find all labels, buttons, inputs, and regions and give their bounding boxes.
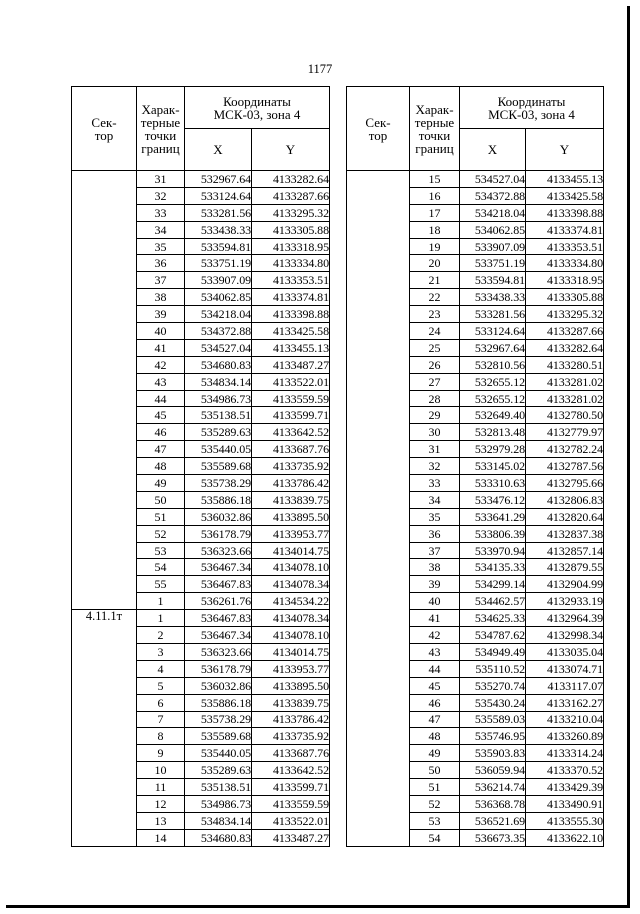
y-cell: 4133622.10 bbox=[526, 829, 604, 846]
x-cell: 536178.79 bbox=[185, 660, 252, 677]
y-cell: 4133260.89 bbox=[526, 728, 604, 745]
y-cell: 4132904.99 bbox=[526, 576, 604, 593]
y-cell: 4134014.75 bbox=[252, 542, 330, 559]
x-cell: 536214.74 bbox=[460, 779, 526, 796]
point-cell: 34 bbox=[410, 491, 460, 508]
x-cell: 533476.12 bbox=[460, 491, 526, 508]
point-cell: 24 bbox=[410, 323, 460, 340]
y-cell: 4133455.13 bbox=[526, 171, 604, 188]
point-cell: 53 bbox=[137, 542, 185, 559]
x-cell: 535289.63 bbox=[185, 762, 252, 779]
y-cell: 4133295.32 bbox=[252, 204, 330, 221]
x-cell: 533907.09 bbox=[185, 272, 252, 289]
point-cell: 17 bbox=[410, 204, 460, 221]
point-cell: 46 bbox=[137, 424, 185, 441]
point-cell: 33 bbox=[137, 204, 185, 221]
point-cell: 9 bbox=[137, 745, 185, 762]
x-cell: 534986.73 bbox=[185, 390, 252, 407]
x-cell: 536467.83 bbox=[185, 576, 252, 593]
y-cell: 4134078.10 bbox=[252, 559, 330, 576]
x-cell: 534527.04 bbox=[460, 171, 526, 188]
x-cell: 536467.34 bbox=[185, 627, 252, 644]
y-cell: 4133490.91 bbox=[526, 795, 604, 812]
point-cell: 40 bbox=[137, 323, 185, 340]
point-cell: 43 bbox=[410, 643, 460, 660]
y-cell: 4133282.64 bbox=[252, 171, 330, 188]
x-cell: 536261.76 bbox=[185, 593, 252, 610]
point-cell: 10 bbox=[137, 762, 185, 779]
y-cell: 4133295.32 bbox=[526, 306, 604, 323]
x-cell: 534062.85 bbox=[185, 289, 252, 306]
y-cell: 4133334.80 bbox=[526, 255, 604, 272]
x-cell: 535589.68 bbox=[185, 728, 252, 745]
y-cell: 4134534.22 bbox=[252, 593, 330, 610]
x-cell: 533310.63 bbox=[460, 475, 526, 492]
y-cell: 4133953.77 bbox=[252, 660, 330, 677]
point-cell: 46 bbox=[410, 694, 460, 711]
point-cell: 36 bbox=[410, 525, 460, 542]
point-cell: 13 bbox=[137, 812, 185, 829]
x-cell: 532813.48 bbox=[460, 424, 526, 441]
sector-cell: 4.11.1т bbox=[72, 610, 137, 846]
point-cell: 41 bbox=[410, 610, 460, 627]
point-cell: 39 bbox=[410, 576, 460, 593]
point-cell: 8 bbox=[137, 728, 185, 745]
y-cell: 4133287.66 bbox=[252, 187, 330, 204]
y-cell: 4133559.59 bbox=[252, 390, 330, 407]
point-cell: 23 bbox=[410, 306, 460, 323]
y-cell: 4133314.24 bbox=[526, 745, 604, 762]
point-cell: 38 bbox=[410, 559, 460, 576]
x-cell: 534218.04 bbox=[460, 204, 526, 221]
point-cell: 12 bbox=[137, 795, 185, 812]
point-cell: 40 bbox=[410, 593, 460, 610]
right-table-body bbox=[347, 171, 604, 847]
point-cell: 3 bbox=[137, 643, 185, 660]
point-cell: 30 bbox=[410, 424, 460, 441]
y-cell: 4133287.66 bbox=[526, 323, 604, 340]
x-cell: 536323.66 bbox=[185, 643, 252, 660]
y-cell: 4132795.66 bbox=[526, 475, 604, 492]
x-cell: 532649.40 bbox=[460, 407, 526, 424]
x-cell: 536521.69 bbox=[460, 812, 526, 829]
x-cell: 532979.28 bbox=[460, 441, 526, 458]
y-cell: 4133642.52 bbox=[252, 762, 330, 779]
y-cell: 4134078.10 bbox=[252, 627, 330, 644]
y-cell: 4133555.30 bbox=[526, 812, 604, 829]
point-cell: 33 bbox=[410, 475, 460, 492]
x-cell: 536467.34 bbox=[185, 559, 252, 576]
x-cell: 536032.86 bbox=[185, 677, 252, 694]
x-cell: 535289.63 bbox=[185, 424, 252, 441]
point-cell: 42 bbox=[410, 627, 460, 644]
x-cell: 533438.33 bbox=[460, 289, 526, 306]
y-cell: 4133425.58 bbox=[526, 187, 604, 204]
y-cell: 4132837.38 bbox=[526, 525, 604, 542]
point-cell: 42 bbox=[137, 356, 185, 373]
x-cell: 534527.04 bbox=[185, 339, 252, 356]
table-row bbox=[347, 171, 604, 188]
y-cell: 4133895.50 bbox=[252, 677, 330, 694]
y-cell: 4133374.81 bbox=[252, 289, 330, 306]
x-cell: 534986.73 bbox=[185, 795, 252, 812]
point-cell: 49 bbox=[410, 745, 460, 762]
y-cell: 4133487.27 bbox=[252, 829, 330, 846]
x-cell: 535886.18 bbox=[185, 694, 252, 711]
x-cell: 536178.79 bbox=[185, 525, 252, 542]
y-cell: 4133425.58 bbox=[252, 323, 330, 340]
point-cell: 7 bbox=[137, 711, 185, 728]
point-cell: 53 bbox=[410, 812, 460, 829]
x-cell: 533594.81 bbox=[185, 238, 252, 255]
point-cell: 39 bbox=[137, 306, 185, 323]
left-table-body bbox=[72, 171, 330, 847]
point-cell: 35 bbox=[410, 508, 460, 525]
table-row bbox=[72, 171, 330, 188]
x-cell: 533438.33 bbox=[185, 221, 252, 238]
point-cell: 47 bbox=[410, 711, 460, 728]
x-cell: 535138.51 bbox=[185, 779, 252, 796]
point-cell: 41 bbox=[137, 339, 185, 356]
x-cell: 533124.64 bbox=[185, 187, 252, 204]
y-cell: 4133281.02 bbox=[526, 390, 604, 407]
y-cell: 4133398.88 bbox=[526, 204, 604, 221]
header-x: X bbox=[185, 129, 252, 171]
x-cell: 535886.18 bbox=[185, 491, 252, 508]
point-cell: 45 bbox=[137, 407, 185, 424]
header-x: X bbox=[460, 129, 526, 171]
point-cell: 5 bbox=[137, 677, 185, 694]
x-cell: 535138.51 bbox=[185, 407, 252, 424]
y-cell: 4133282.64 bbox=[526, 339, 604, 356]
point-cell: 19 bbox=[410, 238, 460, 255]
point-cell: 45 bbox=[410, 677, 460, 694]
point-cell: 44 bbox=[410, 660, 460, 677]
x-cell: 533806.39 bbox=[460, 525, 526, 542]
x-cell: 534949.49 bbox=[460, 643, 526, 660]
point-cell: 35 bbox=[137, 238, 185, 255]
point-cell: 32 bbox=[137, 187, 185, 204]
point-cell: 54 bbox=[410, 829, 460, 846]
sector-cell bbox=[347, 171, 410, 847]
x-cell: 533594.81 bbox=[460, 272, 526, 289]
x-cell: 534372.88 bbox=[460, 187, 526, 204]
y-cell: 4133162.27 bbox=[526, 694, 604, 711]
x-cell: 533641.29 bbox=[460, 508, 526, 525]
x-cell: 533281.56 bbox=[185, 204, 252, 221]
point-cell: 26 bbox=[410, 356, 460, 373]
y-cell: 4133281.02 bbox=[526, 373, 604, 390]
header-coordinates: Координаты МСК-03, зона 4 bbox=[185, 87, 330, 129]
x-cell: 534062.85 bbox=[460, 221, 526, 238]
x-cell: 535738.29 bbox=[185, 711, 252, 728]
y-cell: 4133522.01 bbox=[252, 373, 330, 390]
y-cell: 4132933.19 bbox=[526, 593, 604, 610]
coordinates-table-left bbox=[71, 86, 330, 847]
point-cell: 25 bbox=[410, 339, 460, 356]
y-cell: 4133895.50 bbox=[252, 508, 330, 525]
point-cell: 48 bbox=[410, 728, 460, 745]
y-cell: 4133642.52 bbox=[252, 424, 330, 441]
y-cell: 4133374.81 bbox=[526, 221, 604, 238]
header-sector: Сек- тор bbox=[72, 87, 137, 171]
x-cell: 534680.83 bbox=[185, 829, 252, 846]
point-cell: 22 bbox=[410, 289, 460, 306]
y-cell: 4133210.04 bbox=[526, 711, 604, 728]
point-cell: 48 bbox=[137, 458, 185, 475]
y-cell: 4132806.83 bbox=[526, 491, 604, 508]
point-cell: 54 bbox=[137, 559, 185, 576]
y-cell: 4133353.51 bbox=[252, 272, 330, 289]
y-cell: 4133522.01 bbox=[252, 812, 330, 829]
point-cell: 55 bbox=[137, 576, 185, 593]
y-cell: 4132782.24 bbox=[526, 441, 604, 458]
point-cell: 38 bbox=[137, 289, 185, 306]
y-cell: 4134014.75 bbox=[252, 643, 330, 660]
x-cell: 532655.12 bbox=[460, 390, 526, 407]
x-cell: 534834.14 bbox=[185, 812, 252, 829]
x-cell: 533907.09 bbox=[460, 238, 526, 255]
y-cell: 4133953.77 bbox=[252, 525, 330, 542]
x-cell: 536673.35 bbox=[460, 829, 526, 846]
y-cell: 4132820.64 bbox=[526, 508, 604, 525]
point-cell: 14 bbox=[137, 829, 185, 846]
y-cell: 4133074.71 bbox=[526, 660, 604, 677]
point-cell: 44 bbox=[137, 390, 185, 407]
x-cell: 534299.14 bbox=[460, 576, 526, 593]
y-cell: 4132779.97 bbox=[526, 424, 604, 441]
coordinates-table-right bbox=[346, 86, 604, 847]
y-cell: 4134078.34 bbox=[252, 610, 330, 627]
point-cell: 43 bbox=[137, 373, 185, 390]
x-cell: 533751.19 bbox=[185, 255, 252, 272]
point-cell: 4 bbox=[137, 660, 185, 677]
header-sector: Сек- тор bbox=[347, 87, 410, 171]
y-cell: 4133305.88 bbox=[252, 221, 330, 238]
point-cell: 1 bbox=[137, 593, 185, 610]
x-cell: 536032.86 bbox=[185, 508, 252, 525]
x-cell: 535589.03 bbox=[460, 711, 526, 728]
x-cell: 535430.24 bbox=[460, 694, 526, 711]
x-cell: 536467.83 bbox=[185, 610, 252, 627]
page-number: 1177 bbox=[307, 62, 333, 76]
x-cell: 535440.05 bbox=[185, 745, 252, 762]
y-cell: 4133353.51 bbox=[526, 238, 604, 255]
x-cell: 536323.66 bbox=[185, 542, 252, 559]
y-cell: 4132787.56 bbox=[526, 458, 604, 475]
point-cell: 21 bbox=[410, 272, 460, 289]
point-cell: 18 bbox=[410, 221, 460, 238]
point-cell: 36 bbox=[137, 255, 185, 272]
y-cell: 4133334.80 bbox=[252, 255, 330, 272]
point-cell: 29 bbox=[410, 407, 460, 424]
y-cell: 4133280.51 bbox=[526, 356, 604, 373]
x-cell: 534218.04 bbox=[185, 306, 252, 323]
point-cell: 51 bbox=[410, 779, 460, 796]
x-cell: 532967.64 bbox=[185, 171, 252, 188]
x-cell: 532810.56 bbox=[460, 356, 526, 373]
x-cell: 534834.14 bbox=[185, 373, 252, 390]
y-cell: 4134078.34 bbox=[252, 576, 330, 593]
x-cell: 535270.74 bbox=[460, 677, 526, 694]
y-cell: 4133687.76 bbox=[252, 441, 330, 458]
x-cell: 533970.94 bbox=[460, 542, 526, 559]
point-cell: 47 bbox=[137, 441, 185, 458]
point-cell: 11 bbox=[137, 779, 185, 796]
point-cell: 37 bbox=[137, 272, 185, 289]
x-cell: 535110.52 bbox=[460, 660, 526, 677]
point-cell: 34 bbox=[137, 221, 185, 238]
x-cell: 536059.94 bbox=[460, 762, 526, 779]
point-cell: 51 bbox=[137, 508, 185, 525]
y-cell: 4133786.42 bbox=[252, 475, 330, 492]
header-y: Y bbox=[526, 129, 604, 171]
y-cell: 4133599.71 bbox=[252, 407, 330, 424]
point-cell: 15 bbox=[410, 171, 460, 188]
x-cell: 532655.12 bbox=[460, 373, 526, 390]
x-cell: 532967.64 bbox=[460, 339, 526, 356]
point-cell: 6 bbox=[137, 694, 185, 711]
point-cell: 28 bbox=[410, 390, 460, 407]
y-cell: 4133429.39 bbox=[526, 779, 604, 796]
x-cell: 534625.33 bbox=[460, 610, 526, 627]
y-cell: 4133559.59 bbox=[252, 795, 330, 812]
header-points: Харак- терные точки границ bbox=[137, 87, 185, 171]
x-cell: 535746.95 bbox=[460, 728, 526, 745]
header-coordinates: Координаты МСК-03, зона 4 bbox=[460, 87, 604, 129]
x-cell: 534787.62 bbox=[460, 627, 526, 644]
point-cell: 2 bbox=[137, 627, 185, 644]
table-row bbox=[72, 610, 330, 627]
y-cell: 4133117.07 bbox=[526, 677, 604, 694]
y-cell: 4133035.04 bbox=[526, 643, 604, 660]
y-cell: 4133318.95 bbox=[526, 272, 604, 289]
x-cell: 535589.68 bbox=[185, 458, 252, 475]
x-cell: 533281.56 bbox=[460, 306, 526, 323]
y-cell: 4133455.13 bbox=[252, 339, 330, 356]
point-cell: 27 bbox=[410, 373, 460, 390]
point-cell: 20 bbox=[410, 255, 460, 272]
point-cell: 16 bbox=[410, 187, 460, 204]
point-cell: 37 bbox=[410, 542, 460, 559]
point-cell: 50 bbox=[137, 491, 185, 508]
y-cell: 4133305.88 bbox=[526, 289, 604, 306]
y-cell: 4132780.50 bbox=[526, 407, 604, 424]
point-cell: 49 bbox=[137, 475, 185, 492]
x-cell: 533145.02 bbox=[460, 458, 526, 475]
y-cell: 4133735.92 bbox=[252, 458, 330, 475]
point-cell: 52 bbox=[410, 795, 460, 812]
y-cell: 4133839.75 bbox=[252, 694, 330, 711]
header-y: Y bbox=[252, 129, 330, 171]
y-cell: 4133786.42 bbox=[252, 711, 330, 728]
sector-cell bbox=[72, 171, 137, 610]
y-cell: 4132998.34 bbox=[526, 627, 604, 644]
point-cell: 1 bbox=[137, 610, 185, 627]
y-cell: 4133487.27 bbox=[252, 356, 330, 373]
x-cell: 535738.29 bbox=[185, 475, 252, 492]
y-cell: 4132857.14 bbox=[526, 542, 604, 559]
y-cell: 4133687.76 bbox=[252, 745, 330, 762]
y-cell: 4133735.92 bbox=[252, 728, 330, 745]
point-cell: 31 bbox=[137, 171, 185, 188]
x-cell: 534462.57 bbox=[460, 593, 526, 610]
x-cell: 534135.33 bbox=[460, 559, 526, 576]
x-cell: 535903.83 bbox=[460, 745, 526, 762]
y-cell: 4133370.52 bbox=[526, 762, 604, 779]
y-cell: 4133318.95 bbox=[252, 238, 330, 255]
point-cell: 31 bbox=[410, 441, 460, 458]
y-cell: 4133398.88 bbox=[252, 306, 330, 323]
x-cell: 535440.05 bbox=[185, 441, 252, 458]
y-cell: 4132879.55 bbox=[526, 559, 604, 576]
x-cell: 534680.83 bbox=[185, 356, 252, 373]
point-cell: 50 bbox=[410, 762, 460, 779]
x-cell: 533751.19 bbox=[460, 255, 526, 272]
x-cell: 536368.78 bbox=[460, 795, 526, 812]
y-cell: 4133599.71 bbox=[252, 779, 330, 796]
point-cell: 52 bbox=[137, 525, 185, 542]
y-cell: 4133839.75 bbox=[252, 491, 330, 508]
header-points: Харак- терные точки границ bbox=[410, 87, 460, 171]
x-cell: 533124.64 bbox=[460, 323, 526, 340]
y-cell: 4132964.39 bbox=[526, 610, 604, 627]
x-cell: 534372.88 bbox=[185, 323, 252, 340]
point-cell: 32 bbox=[410, 458, 460, 475]
